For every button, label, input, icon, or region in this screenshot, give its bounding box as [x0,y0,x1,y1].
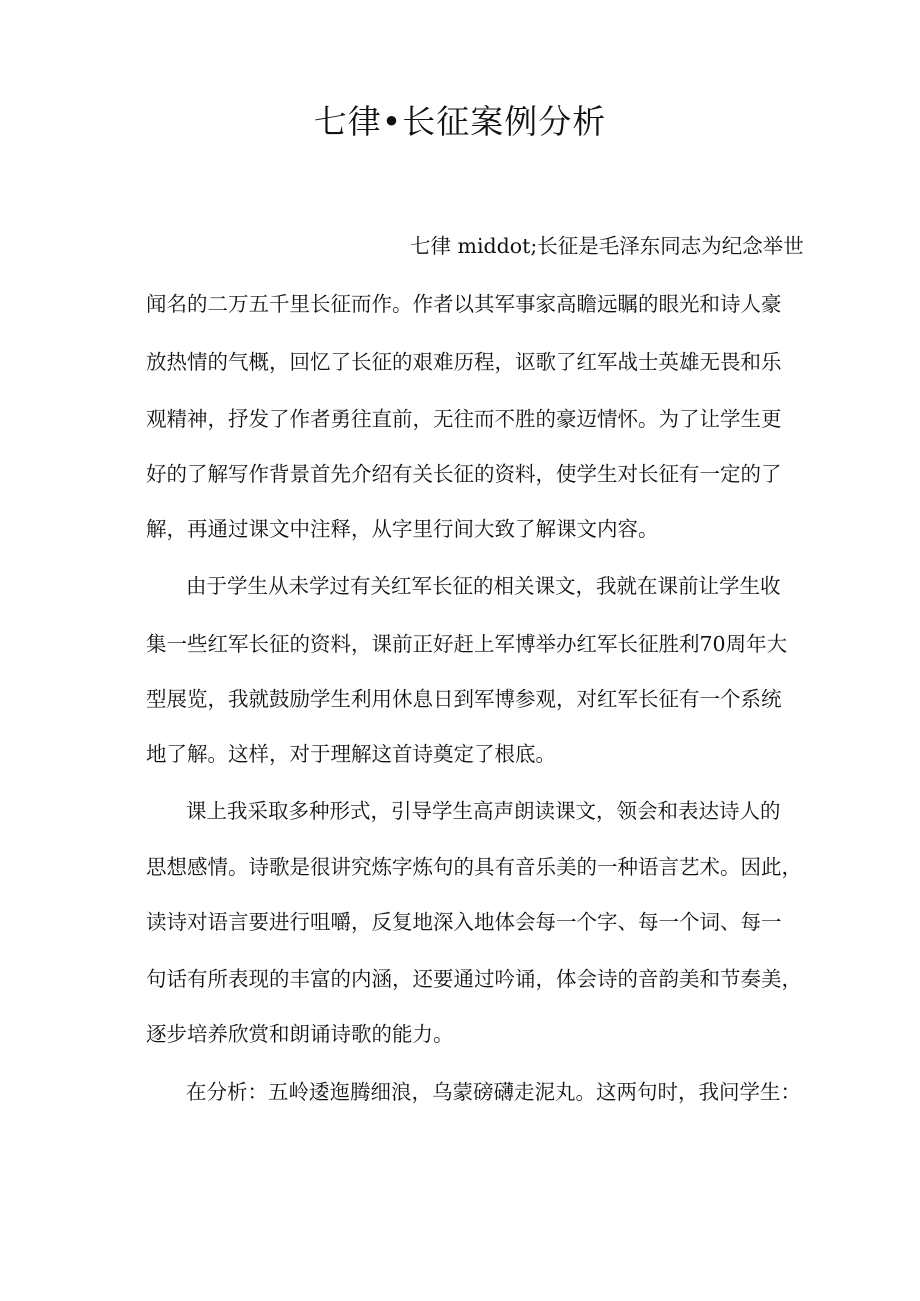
paragraph-1-line-4: 观精神，抒发了作者勇往直前，无往而不胜的豪迈情怀。为了让学生更 [146,407,782,431]
paragraph-3-line-2: 思想感情。诗歌是很讲究炼字炼句的具有音乐美的一种语言艺术。因此， [146,855,802,879]
document-title: 七律•长征案例分析 [313,102,607,141]
paragraph-1-line-3: 放热情的气概，回忆了长征的艰难历程，讴歌了红军战士英雄无畏和乐 [146,350,782,374]
paragraph-3-line-3: 读诗对语言要进行咀嚼，反复地深入地体会每一个字、每一个词、每一 [146,910,782,934]
paragraph-2-line-3: 型展览，我就鼓励学生利用休息日到军博参观，对红军长征有一个系统 [146,687,782,711]
paragraph-1-line-5: 好的了解写作背景首先介绍有关长征的资料，使学生对长征有一定的了 [146,462,782,486]
paragraph-1-line-1: 七律 middot;长征是毛泽东同志为纪念举世 [410,234,804,258]
paragraph-4-line-1: 在分析：五岭逶迤腾细浪，乌蒙磅礴走泥丸。这两句时，我问学生： [186,1080,801,1104]
paragraph-2-line-2: 集一些红军长征的资料，课前正好赶上军博举办红军长征胜利70周年大 [146,632,788,656]
paragraph-1-line-2: 闻名的二万五千里长征而作。作者以其军事家高瞻远瞩的眼光和诗人豪 [146,292,782,316]
paragraph-3-line-5: 逐步培养欣赏和朗诵诗歌的能力。 [146,1022,454,1046]
paragraph-3-line-1: 课上我采取多种形式，引导学生高声朗读课文，领会和表达诗人的 [186,799,781,823]
paragraph-1-line-6: 解，再通过课文中注释，从字里行间大致了解课文内容。 [146,517,659,541]
paragraph-2-line-1: 由于学生从未学过有关红军长征的相关课文，我就在课前让学生收 [186,574,781,598]
paragraph-3-line-4: 句话有所表现的丰富的内涵，还要通过吟诵，体会诗的音韵美和节奏美， [146,967,802,991]
paragraph-2-line-4: 地了解。这样，对于理解这首诗奠定了根底。 [146,742,556,766]
